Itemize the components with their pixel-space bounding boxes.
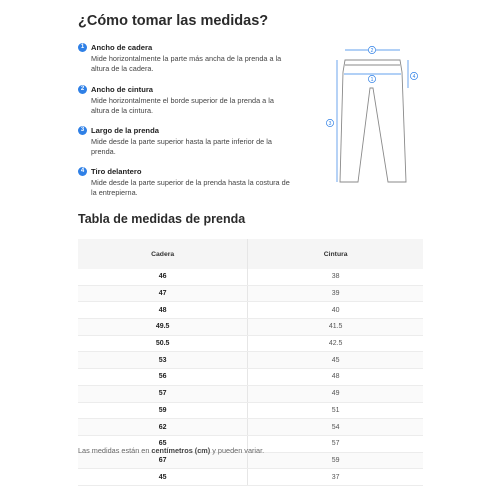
table-row: [78, 419, 423, 436]
column-header-hip: Cadera: [78, 239, 248, 269]
hip-cell: 67: [78, 452, 248, 469]
waist-cell: 38: [248, 269, 423, 285]
page-title: ¿Cómo tomar las medidas?: [78, 13, 269, 29]
table-row: [78, 352, 423, 369]
waist-cell: 59: [248, 452, 423, 469]
table-header-row: [78, 239, 423, 269]
waist-cell: 37: [248, 469, 423, 486]
waist-cell: 48: [248, 369, 423, 386]
footnote: [78, 446, 264, 455]
hip-cell: 53: [78, 352, 248, 369]
hip-cell: 50.5: [78, 335, 248, 352]
table-row: [78, 302, 423, 319]
waist-cell: 41.5: [248, 319, 423, 336]
hip-cell: 56: [78, 369, 248, 386]
step-number-badge: 4: [78, 167, 87, 176]
hip-cell: 49.5: [78, 319, 248, 336]
step-description: Mide desde la parte superior de la prenda hasta la costura de la entrepierna.: [91, 178, 290, 197]
step-description: Mide horizontalmente la parte más ancha de la prenda a la altura de la cadera.: [91, 54, 282, 73]
waist-cell: 45: [248, 352, 423, 369]
footnote-unit: centímetros (cm): [151, 446, 211, 455]
marker-1-label: 1: [370, 76, 374, 83]
table-row: [78, 285, 423, 302]
marker-4: [410, 72, 417, 79]
footnote-suffix: y pueden variar.: [210, 446, 265, 455]
step-title: Largo de la prenda: [91, 126, 159, 135]
hip-cell: 46: [78, 269, 248, 285]
waist-cell: 42.5: [248, 335, 423, 352]
marker-4-label: 4: [412, 73, 416, 80]
waist-cell: 57: [248, 435, 423, 452]
hip-cell: 45: [78, 469, 248, 486]
marker-3: [326, 119, 333, 126]
table-title: Tabla de medidas de prenda: [78, 212, 246, 226]
marker-1: [368, 75, 375, 82]
waist-cell: 40: [248, 302, 423, 319]
hip-cell: 48: [78, 302, 248, 319]
step-number-badge: 2: [78, 85, 87, 94]
table-row: [78, 369, 423, 386]
hip-cell: 47: [78, 285, 248, 302]
marker-2: [368, 46, 375, 53]
table-row: [78, 335, 423, 352]
step-title: Ancho de cadera: [91, 43, 153, 52]
table-row: [78, 319, 423, 336]
marker-3-label: 3: [328, 120, 332, 127]
table-row: [78, 269, 423, 285]
step-number-badge: 3: [78, 126, 87, 135]
hip-cell: 65: [78, 435, 248, 452]
hip-cell: 62: [78, 419, 248, 436]
step-title: Ancho de cintura: [91, 85, 154, 94]
table-row: [78, 469, 423, 486]
waist-cell: 51: [248, 402, 423, 419]
table-row: [78, 402, 423, 419]
pants-measurement-diagram: [320, 40, 420, 190]
waist-cell: 49: [248, 385, 423, 402]
hip-cell: 59: [78, 402, 248, 419]
marker-2-label: 2: [370, 47, 374, 54]
footnote-prefix: Las medidas están en: [78, 446, 152, 455]
step-description: Mide desde la parte superior hasta la parte inferior de la prenda.: [91, 137, 272, 156]
waist-cell: 39: [248, 285, 423, 302]
waist-cell: 54: [248, 419, 423, 436]
hip-cell: 57: [78, 385, 248, 402]
table-row: [78, 385, 423, 402]
step-description: Mide horizontalmente el borde superior de la prenda a la altura de la cintura.: [91, 96, 274, 115]
column-header-waist: Cintura: [248, 239, 423, 269]
step-title: Tiro delantero: [91, 167, 142, 176]
step-number-badge: 1: [78, 43, 87, 52]
